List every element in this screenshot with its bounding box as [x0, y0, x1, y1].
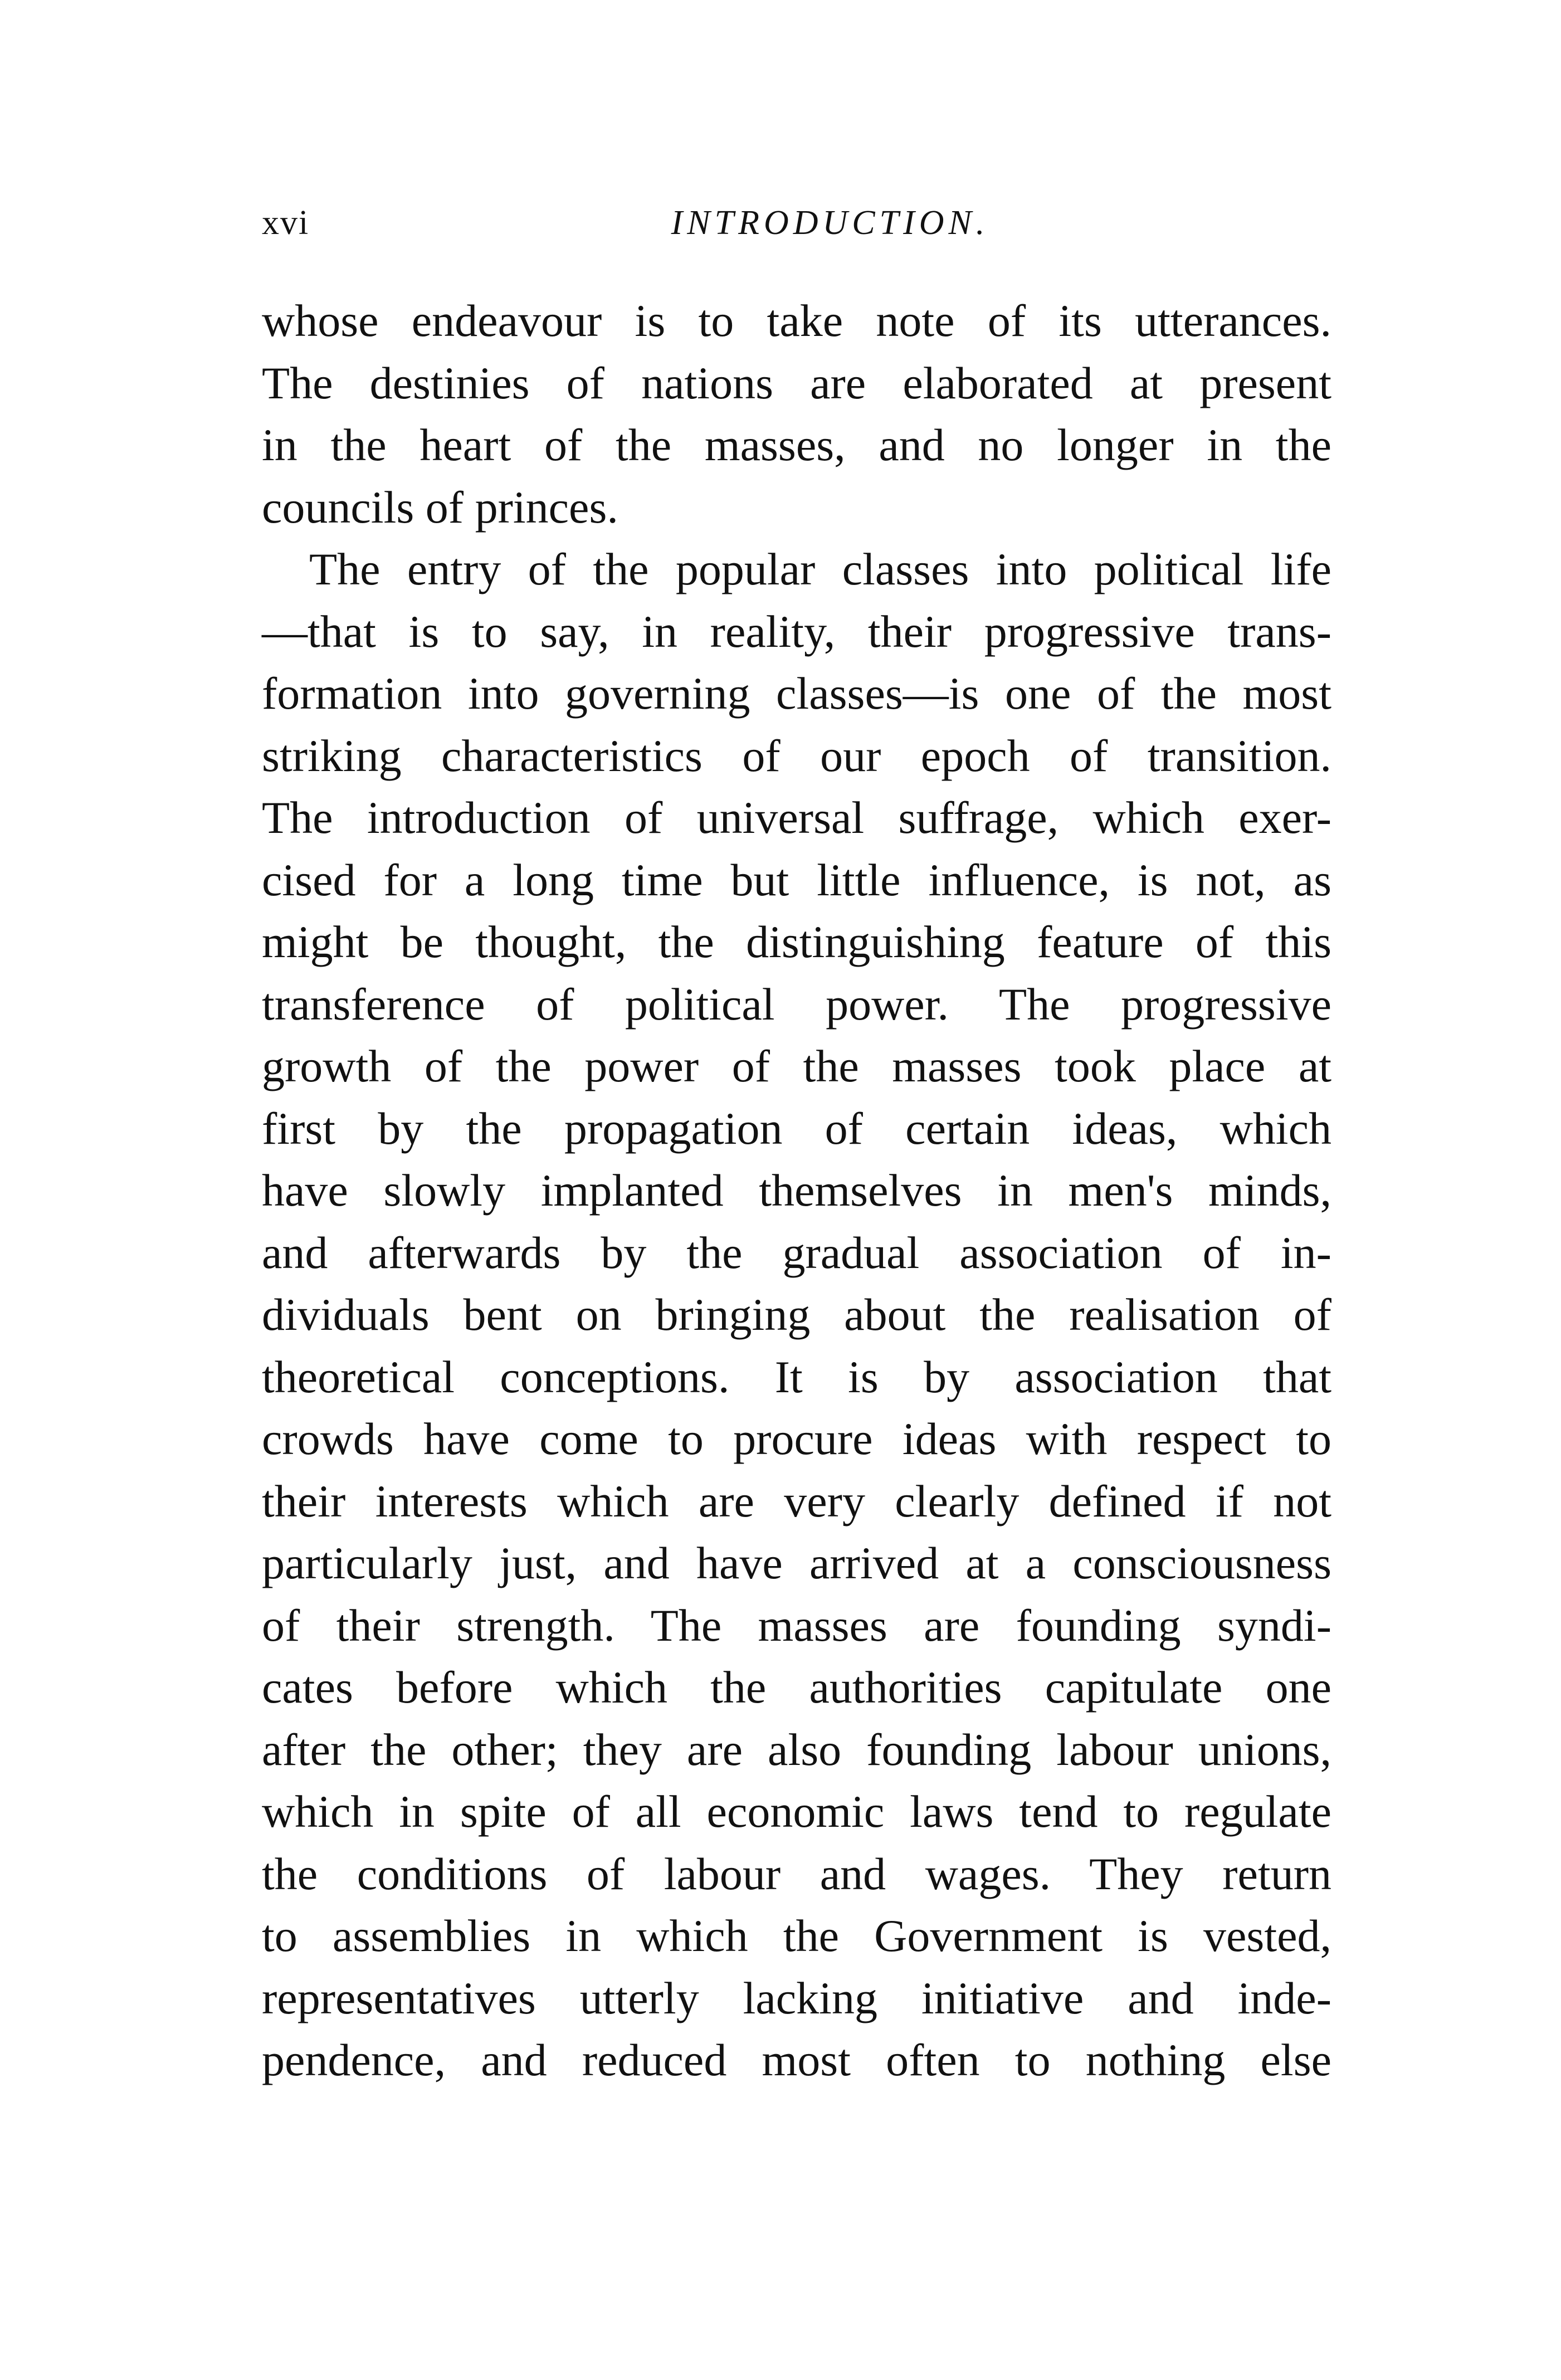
text-line: The introduction of universal suffrage, which exer-: [262, 792, 1331, 843]
text-line: first by the propagation of certain ideas, which: [262, 1103, 1331, 1154]
body-text: [262, 290, 1331, 2091]
text-line: the conditions of labour and wages. They return: [262, 1848, 1331, 1899]
text-line: cates before which the authorities capitulate one: [262, 1662, 1331, 1713]
text-line: theoretical conceptions. It is by association that: [262, 1351, 1331, 1402]
text-line: whose endeavour is to take note of its utterances.: [262, 295, 1331, 346]
running-title: INTRODUCTION.: [671, 204, 989, 242]
text-line: their interests which are very clearly defined if not: [262, 1475, 1331, 1526]
text-line: of their strength. The masses are founding syndi-: [262, 1599, 1331, 1651]
text-line: which in spite of all economic laws tend to regulate: [262, 1786, 1331, 1837]
text-line: to assemblies in which the Government is vested,: [262, 1910, 1331, 1961]
text-line: and afterwards by the gradual association of in-: [262, 1227, 1331, 1278]
text-line: have slowly implanted themselves in men's minds,: [262, 1165, 1331, 1216]
text-line: —that is to say, in reality, their progressive trans-: [262, 606, 1331, 657]
text-line: councils of princes.: [262, 481, 618, 533]
text-line: striking characteristics of our epoch of transition.: [262, 730, 1331, 781]
page-number: xvi: [262, 204, 310, 242]
running-head: [262, 198, 1331, 248]
text-line: The destinies of nations are elaborated at present: [262, 357, 1331, 408]
text-line: particularly just, and have arrived at a consciousness: [262, 1538, 1331, 1588]
text-line: dividuals bent on bringing about the realisation of: [262, 1289, 1331, 1340]
text-line: after the other; they are also founding labour unions,: [262, 1724, 1331, 1775]
text-line: pendence, and reduced most often to nothing else: [262, 2035, 1331, 2085]
text-line: in the heart of the masses, and no longer in the: [262, 420, 1331, 470]
paragraph-start-line: The entry of the popular classes into political life: [309, 544, 1331, 594]
text-line: growth of the power of the masses took place at: [262, 1041, 1331, 1091]
text-line: formation into governing classes—is one of the most: [262, 668, 1331, 719]
text-line: might be thought, the distinguishing feature of this: [262, 916, 1331, 967]
text-line: representatives utterly lacking initiative and inde-: [262, 1972, 1331, 2023]
text-line: cised for a long time but little influence, is not, as: [262, 854, 1331, 905]
text-line: crowds have come to procure ideas with respect to: [262, 1413, 1331, 1464]
text-line: transference of political power. The progressive: [262, 978, 1331, 1030]
